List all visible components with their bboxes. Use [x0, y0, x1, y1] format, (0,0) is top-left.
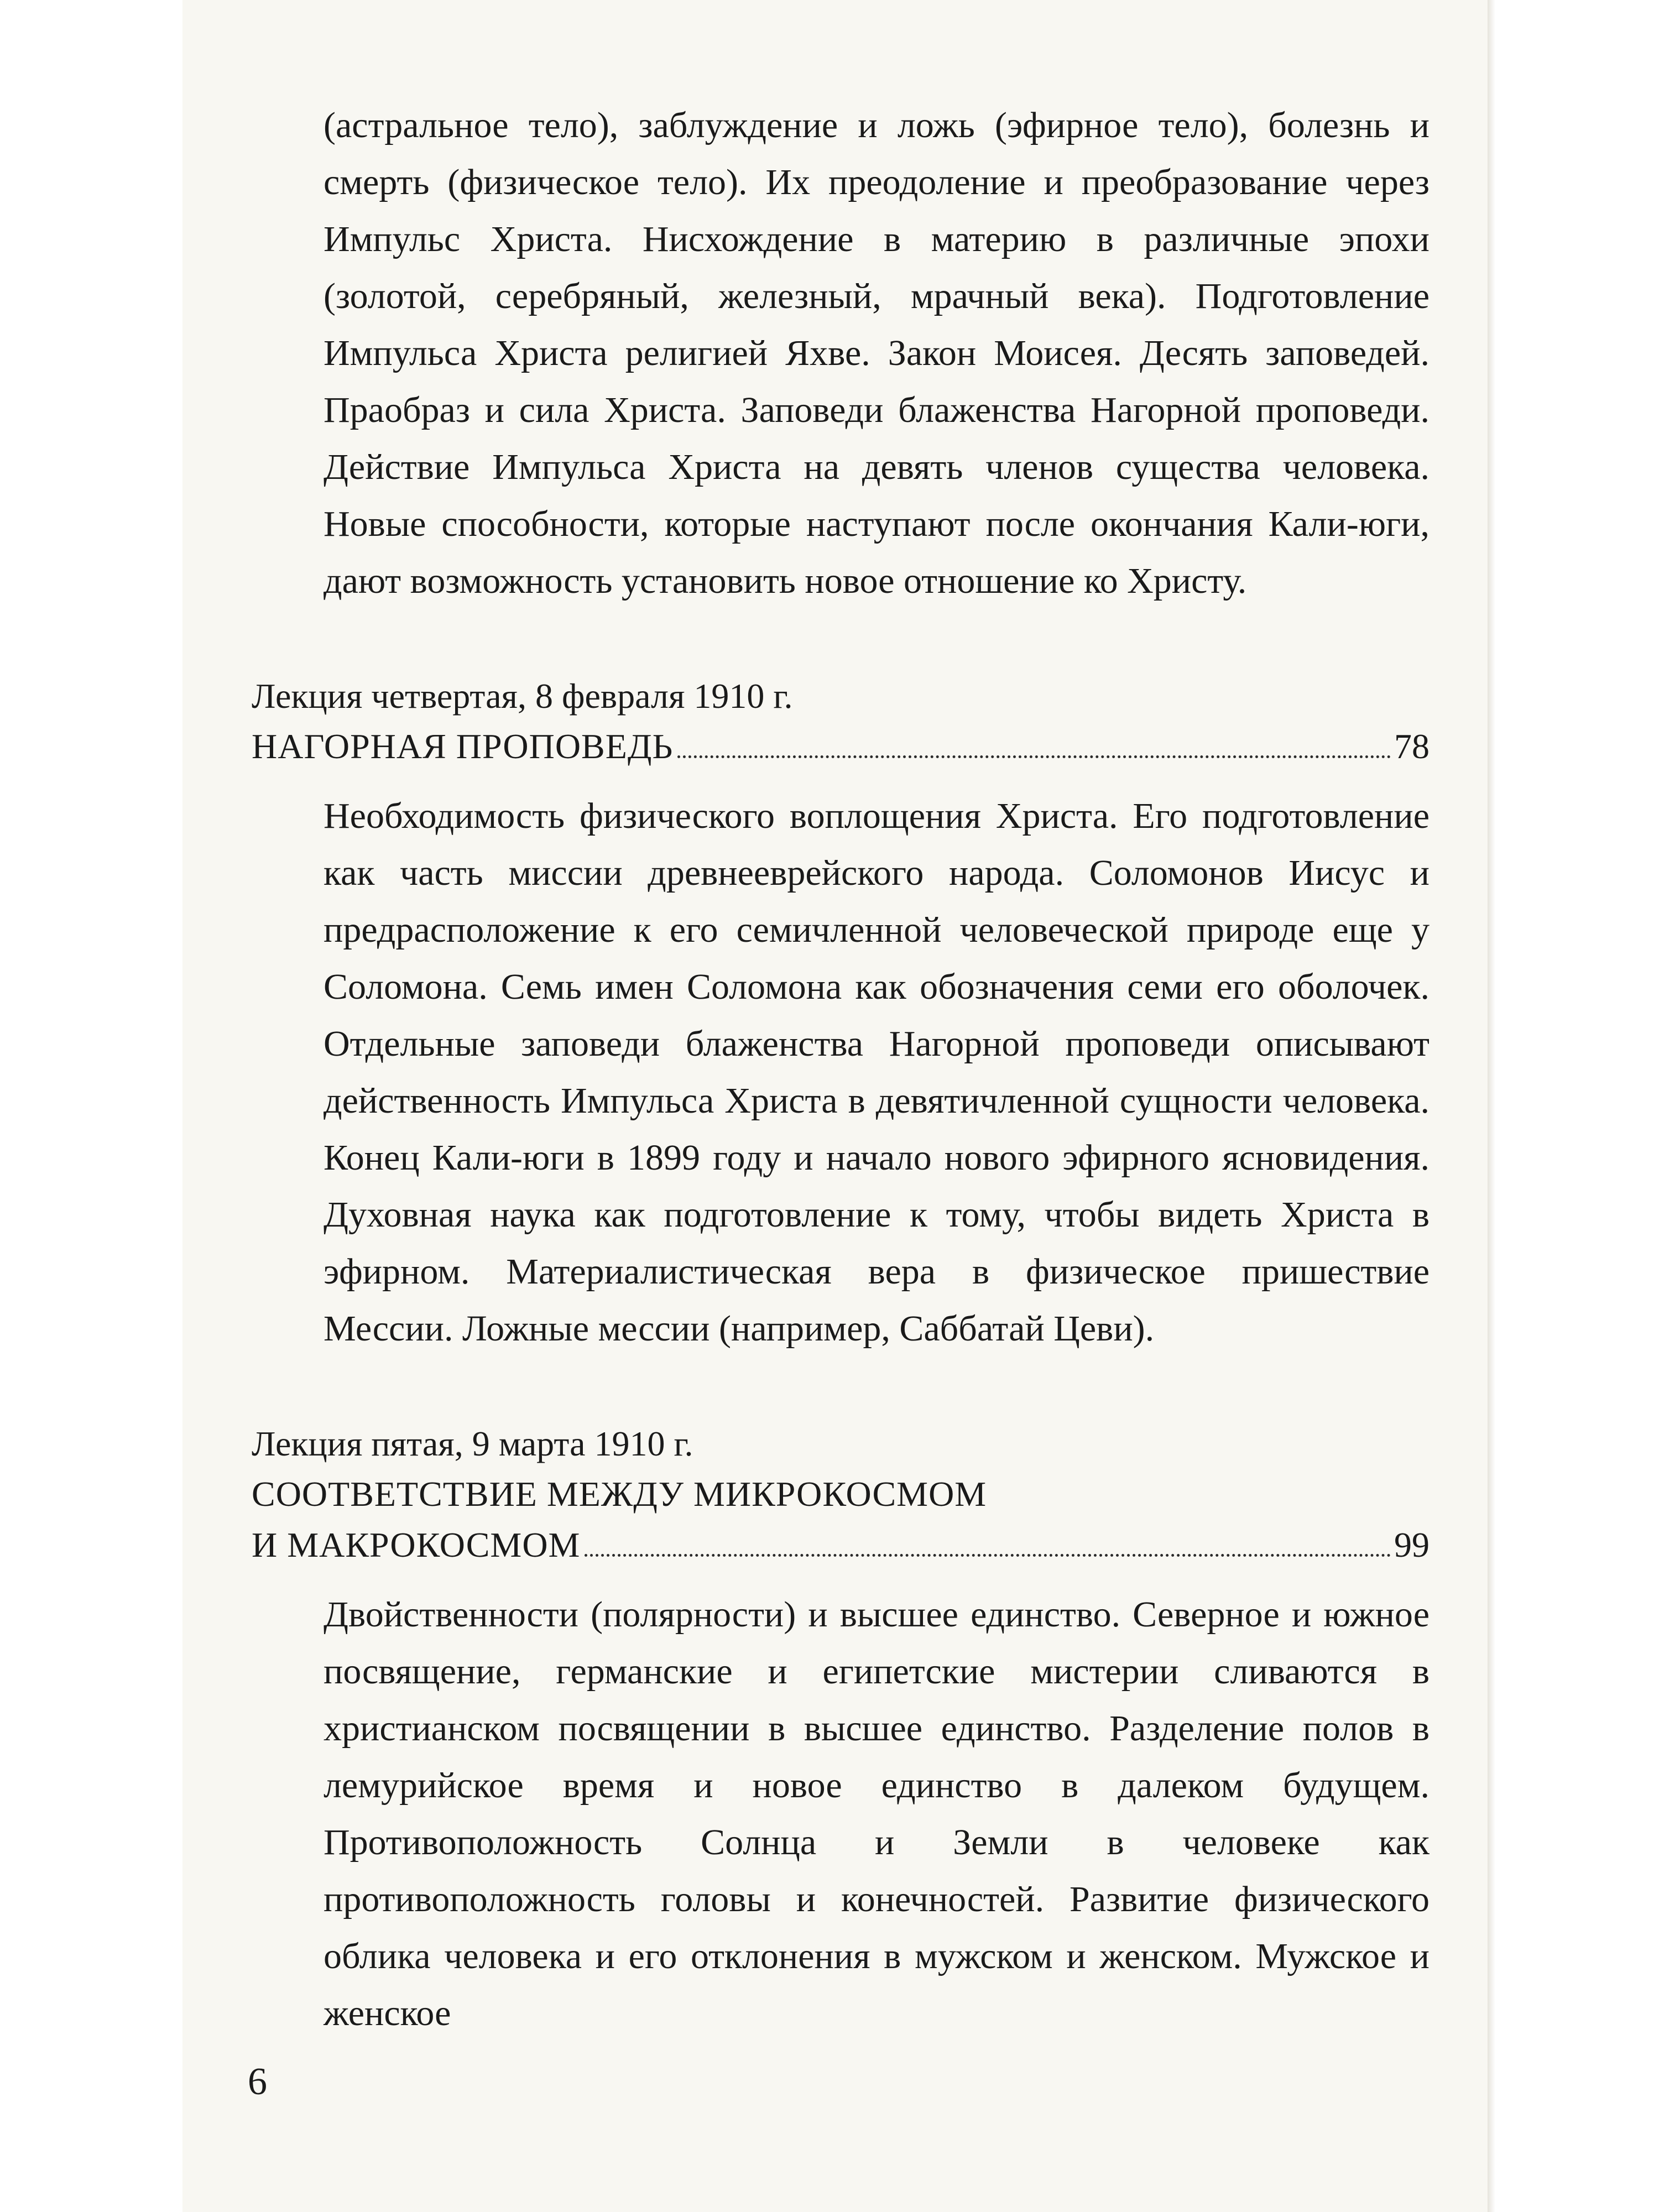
page-reference: 78 [1394, 727, 1430, 766]
toc-entry [252, 671, 1430, 772]
lecture-title: НАГОРНАЯ ПРОПОВЕДЬ [252, 727, 674, 766]
lecture-title: И МАКРОКОСМОМ [252, 1525, 581, 1564]
toc-entry [252, 1419, 1430, 1571]
dot-leader [677, 755, 1391, 758]
toc-title-line [252, 1520, 1430, 1571]
toc-title-line [252, 721, 1430, 772]
lecture-summary: Двойственности (полярности) и высшее единство. Северное и южное посвящение, германские и египетские мистерии сливаются в христианском посвящении в высшее единство. Разделение полов в лемурийское время и новое единство в далеком будущем. Противоположность Солнца и Земли в человеке как противоположность головы и конечностей. Развитие физического облика человека и его отклонения в мужском и женском. Мужское и женское [324, 1594, 1430, 2033]
page-reference: 99 [1394, 1525, 1430, 1564]
dot-leader [585, 1554, 1391, 1557]
paper-edge [1488, 0, 1495, 2212]
lecture-date: Лекция пятая, 9 марта 1910 г. [252, 1424, 693, 1463]
page-number: 6 [248, 2060, 267, 2103]
lecture-title: СООТВЕТСТВИЕ МЕЖДУ МИКРОКОСМОМ [252, 1474, 987, 1514]
table-of-contents [252, 97, 1430, 2042]
lecture-date: Лекция четвертая, 8 февраля 1910 г. [252, 676, 793, 716]
lecture-summary: Необходимость физического воплощения Христа. Его подготовление как часть миссии древнееврейского народа. Соломонов Иисус и предрасположение к его семичленной человеческой природе еще у Соломона. Семь имен Соломона как обозначения семи его оболочек. Отдельные заповеди блаженства Нагорной проповеди описывают действенность Импульса Христа в девятичленной сущности человека. Конец Кали-юги в 1899 году и начало нового эфирного ясновидения. Духовная наука как подготовление к тому, чтобы видеть Христа в эфирном. Материалистическая вера в физическое пришествие Мессии. Ложные мессии (например, Саббатай Цеви). [324, 796, 1430, 1349]
lecture-summary: (астральное тело), заблуждение и ложь (эфирное тело), болезнь и смерть (физическое тело). Их преодоление и преобразование через Импульс Христа. Нисхождение в материю в различные эпохи (золотой, серебряный, железный, мрачный века). Подготовление Импульса Христа религией Яхве. Закон Моисея. Десять заповедей. Праобраз и сила Христа. Заповеди блаженства Нагорной проповеди. Действие Импульса Христа на девять членов существа человека. Новые способности, которые наступают после окончания Кали-юги, дают возможность установить новое отношение ко Христу. [324, 105, 1430, 601]
